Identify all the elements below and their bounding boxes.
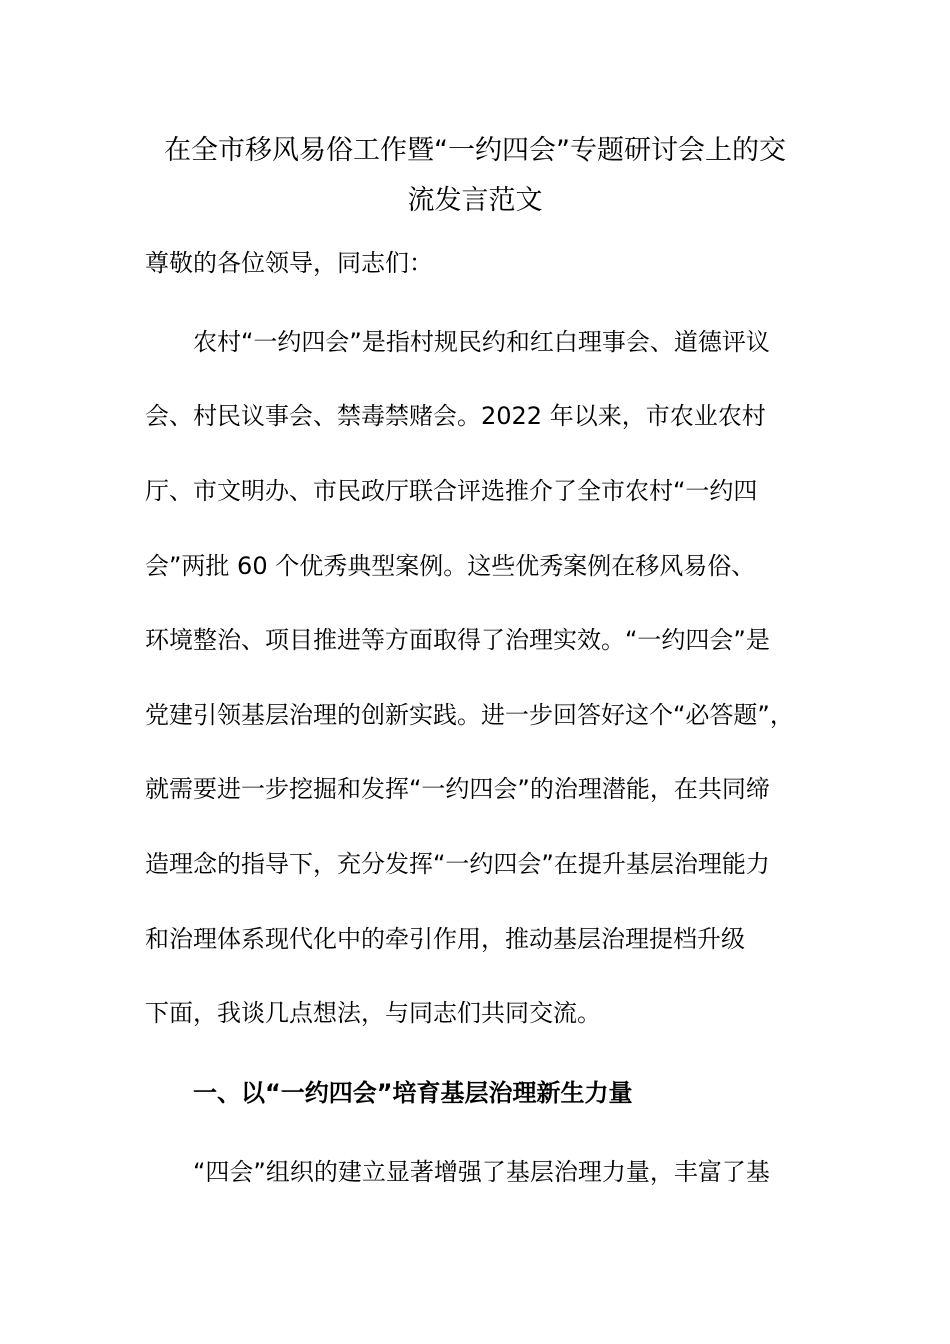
paragraph1-line-5: 环境整治、项目推进等方面取得了治理实效。“一约四会”是 [145, 626, 770, 654]
salutation: 尊敬的各位领导，同志们： [145, 249, 433, 277]
document-title-line-1: 在全市移风易俗工作暨“一约四会”专题研讨会上的交 [164, 135, 786, 166]
paragraph1-line-10: 下面，我谈几点想法，与同志们共同交流。 [145, 999, 601, 1027]
paragraph1-line-6: 党建引领基层治理的创新实践。进一步回答好这个“必答题”， [145, 701, 794, 729]
paragraph2-line-1: “四会”组织的建立显著增强了基层治理力量，丰富了基 [193, 1158, 770, 1186]
paragraph1-line-7: 就需要进一步挖掘和发挥“一约四会”的治理潜能，在共同缔 [145, 775, 770, 803]
paragraph1-line-8: 造理念的指导下，充分发挥“一约四会”在提升基层治理能力 [145, 850, 770, 878]
paragraph1-line-3: 厅、市文明办、市民政厅联合评选推介了全市农村“一约四 [145, 477, 758, 505]
paragraph1-line-4: 会”两批 60 个优秀典型案例。这些优秀案例在移风易俗、 [145, 552, 756, 580]
section1-heading: 一、以“一约四会”培育基层治理新生力量 [193, 1079, 633, 1107]
paragraph1-line-2: 会、村民议事会、禁毒禁赌会。2022 年以来，市农业农村 [145, 402, 766, 430]
document-title-line-2: 流发言范文 [407, 185, 543, 216]
paragraph1-line-9: 和治理体系现代化中的牵引作用，推动基层治理提档升级 [145, 925, 745, 953]
paragraph1-line-1: 农村“一约四会”是指村规民约和红白理事会、道德评议 [193, 328, 770, 356]
